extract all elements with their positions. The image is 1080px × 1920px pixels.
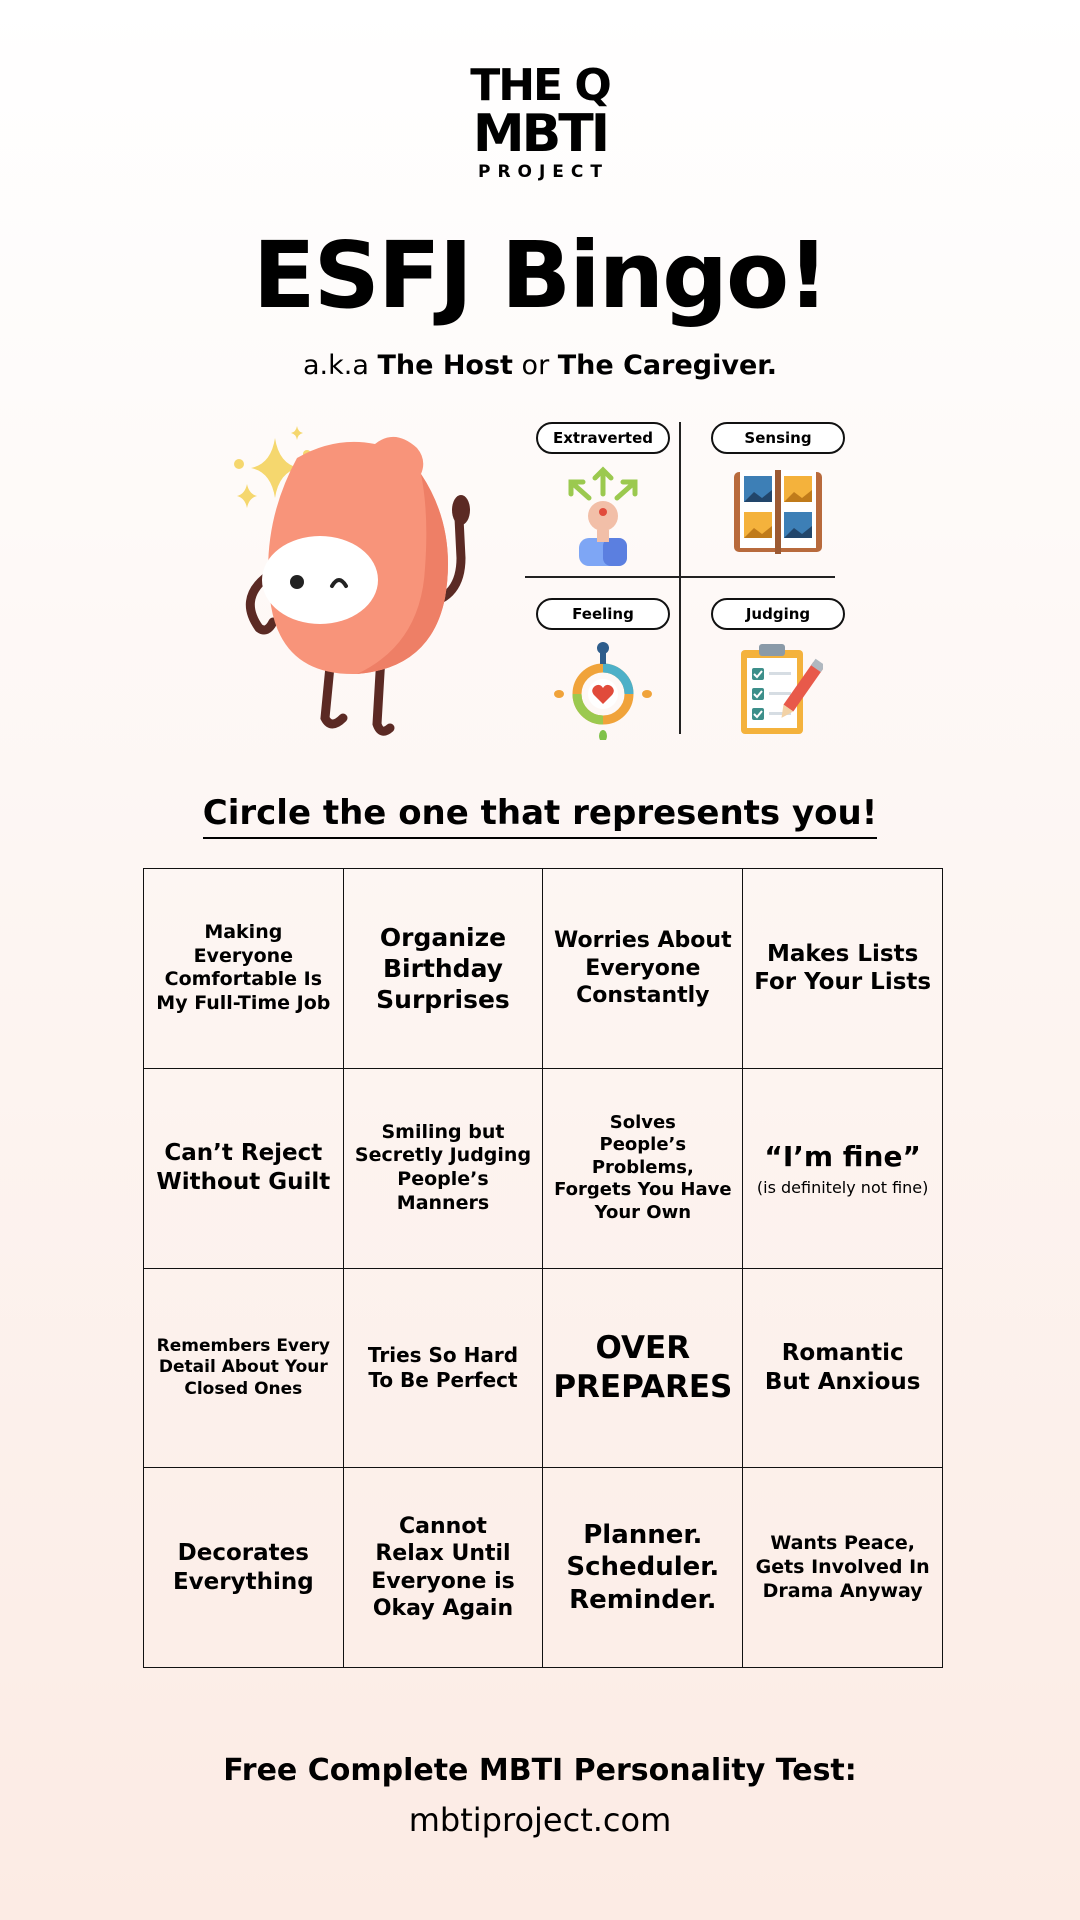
bingo-cell[interactable] <box>543 1069 743 1269</box>
open-photo-book-icon <box>730 464 826 560</box>
bingo-cell-text: Makes Lists For Your Lists <box>754 940 932 996</box>
bingo-cell-text: Cannot Relax Until Everyone is Okay Again <box>371 1513 515 1622</box>
subtitle-name-host: The Host <box>377 350 513 381</box>
trait-feeling <box>536 598 670 740</box>
trait-label: Feeling <box>536 598 670 630</box>
instruction-heading <box>0 793 1080 833</box>
page-title: ESFJ Bingo! <box>252 222 828 329</box>
bingo-cell[interactable] <box>743 869 943 1069</box>
bingo-cell[interactable] <box>743 1069 943 1269</box>
bingo-cell[interactable] <box>543 869 743 1069</box>
bingo-cell[interactable] <box>344 869 544 1069</box>
logo-line-2: MBTI <box>472 104 608 164</box>
bingo-cell-text: Wants Peace, Gets Involved In Drama Anyway <box>755 1532 930 1602</box>
bingo-cell[interactable] <box>344 1468 544 1668</box>
bingo-cell-text: Romantic But Anxious <box>764 1340 921 1395</box>
bingo-cell-text: Can’t Reject Without Guilt <box>156 1140 331 1196</box>
trait-label: Extraverted <box>536 422 670 454</box>
subtitle <box>0 352 1080 379</box>
bingo-cell[interactable] <box>144 1468 344 1668</box>
mascot-illustration <box>225 418 495 738</box>
trait-judging <box>711 598 845 736</box>
bingo-cell[interactable] <box>144 1269 344 1469</box>
trait-extraverted <box>536 422 670 566</box>
subtitle-prefix: a.k.a <box>303 350 378 381</box>
heart-target-icon <box>553 640 653 740</box>
bingo-cell-text: Decorates Everything <box>172 1539 314 1595</box>
bingo-cell-text: Smiling but Secretly Judging People’s Manners <box>354 1120 532 1214</box>
bingo-cell-text: Planner. Scheduler. Reminder. <box>566 1519 720 1615</box>
trait-sensing <box>711 422 845 560</box>
subtitle-joiner: or <box>512 350 558 381</box>
checklist-clipboard-icon <box>733 640 823 736</box>
quadrant-vertical-divider <box>679 422 681 734</box>
logo-line-3: PROJECT <box>477 162 609 182</box>
bingo-cell[interactable] <box>344 1269 544 1469</box>
logo <box>0 60 1080 182</box>
footer-link[interactable]: mbtiproject.com <box>408 1801 672 1839</box>
trait-label: Judging <box>711 598 845 630</box>
subtitle-name-caregiver: The Caregiver. <box>557 350 777 381</box>
bingo-cell-text: OVER PREPARES <box>553 1330 733 1405</box>
bingo-cell[interactable] <box>144 1069 344 1269</box>
bingo-cell-subtext: (is definitely not fine) <box>756 1177 929 1197</box>
bingo-cell-text: Making Everyone Comfortable Is My Full-Time Job <box>156 920 331 1015</box>
bingo-card <box>143 868 943 1668</box>
bingo-cell[interactable] <box>543 1468 743 1668</box>
bingo-cell-text: Solves People’s Problems, Forgets You Have Your Own <box>554 1111 732 1223</box>
bingo-cell-text: Tries So Hard To Be Perfect <box>367 1342 519 1392</box>
trait-label: Sensing <box>711 422 845 454</box>
bingo-cell-text: Remembers Every Detail About Your Closed Ones <box>156 1336 331 1399</box>
bingo-cell-text: “I’m fine” <box>764 1139 921 1173</box>
instruction-text: Circle the one that represents you! <box>203 793 877 839</box>
bingo-cell[interactable] <box>144 869 344 1069</box>
bingo-cell[interactable] <box>743 1269 943 1469</box>
bingo-cell[interactable] <box>743 1468 943 1668</box>
quadrant-horizontal-divider <box>525 576 835 578</box>
footer-title: Free Complete MBTI Personality Test: <box>223 1753 857 1788</box>
logo-line-1: THE Q <box>470 60 610 111</box>
bingo-cell-text: Worries About Everyone Constantly <box>554 928 732 1009</box>
bingo-cell[interactable] <box>543 1269 743 1469</box>
person-radiating-arrows-icon <box>561 464 645 566</box>
bingo-cell-text: Organize Birthday Surprises <box>376 922 510 1014</box>
bingo-cell[interactable] <box>344 1069 544 1269</box>
